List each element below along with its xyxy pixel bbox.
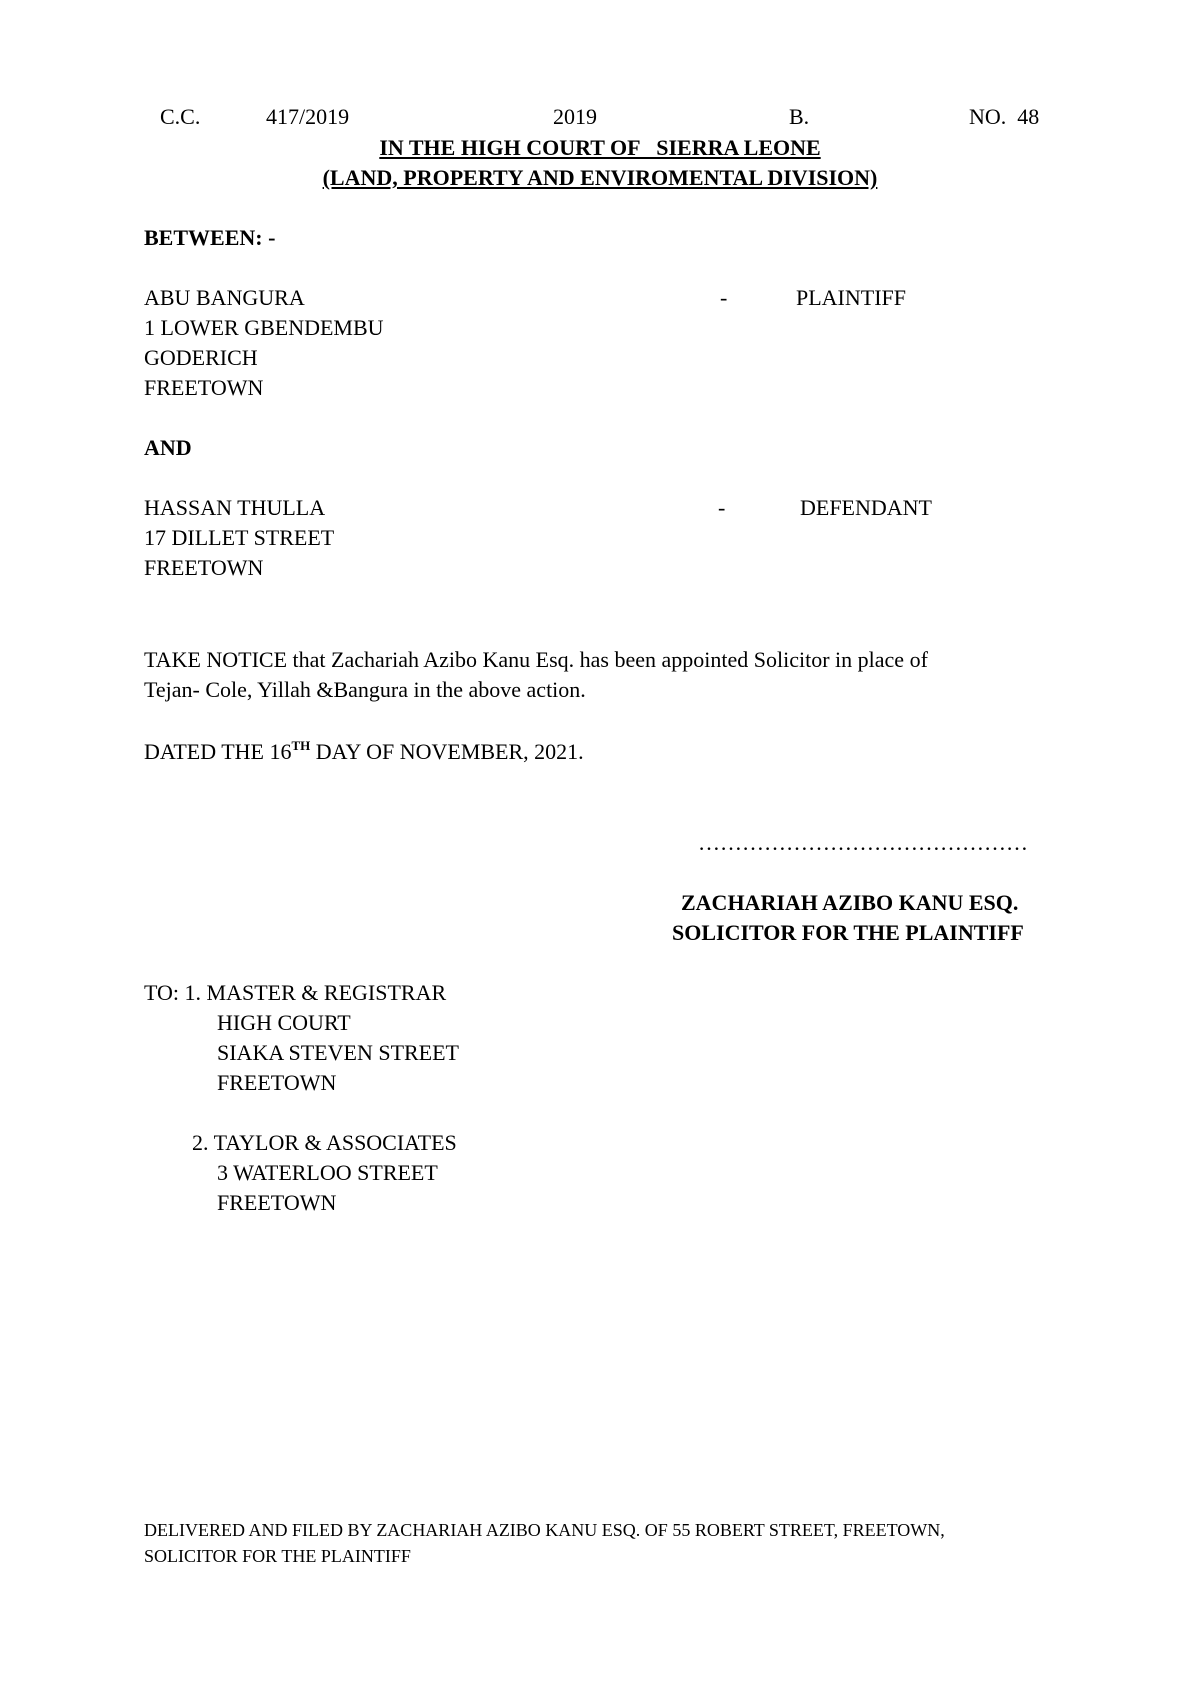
signature-dots: ……………………………………… [698, 830, 1028, 855]
plaintiff-address-line: FREETOWN [144, 375, 264, 400]
plaintiff-role: PLAINTIFF [796, 285, 907, 310]
case-number: 417/2019 [266, 104, 350, 129]
case-no: NO. 48 [969, 104, 1040, 129]
recipient-line: FREETOWN [217, 1070, 337, 1095]
defendant-address-line: FREETOWN [144, 555, 264, 580]
plaintiff-name: ABU BANGURA [144, 285, 305, 310]
court-division: (LAND, PROPERTY AND ENVIROMENTAL DIVISION) [322, 165, 878, 190]
defendant-role: DEFENDANT [800, 495, 932, 520]
case-cc: C.C. [160, 104, 201, 129]
recipient-line: HIGH COURT [217, 1010, 351, 1035]
recipient-line: 3 WATERLOO STREET [217, 1160, 438, 1185]
case-letter: B. [789, 104, 810, 129]
plaintiff-address-line: GODERICH [144, 345, 258, 370]
dated-superscript: TH [291, 738, 311, 753]
recipient-line: MASTER & REGISTRAR [206, 980, 447, 1005]
dated-line [144, 737, 584, 767]
defendant-dash: - [718, 495, 726, 520]
notice-line-1: TAKE NOTICE that Zachariah Azibo Kanu Esq. has been appointed Solicitor in place of [144, 647, 928, 672]
plaintiff-dash: - [720, 285, 728, 310]
dated-suffix: DAY OF NOVEMBER, 2021. [310, 739, 584, 764]
recipient-number: 1. [184, 980, 207, 1005]
recipient-line: TAYLOR & ASSOCIATES [213, 1130, 457, 1155]
case-year: 2019 [553, 104, 597, 129]
recipient-2-first-line [192, 1128, 457, 1158]
footer-line-2: SOLICITOR FOR THE PLAINTIFF [144, 1546, 411, 1566]
plaintiff-address-line: 1 LOWER GBENDEMBU [144, 315, 384, 340]
court-title: IN THE HIGH COURT OF SIERRA LEONE [379, 135, 821, 160]
signature-name: ZACHARIAH AZIBO KANU ESQ. [681, 890, 1019, 915]
recipient-line: FREETOWN [217, 1190, 337, 1215]
defendant-name: HASSAN THULLA [144, 495, 326, 520]
notice-line-2: Tejan- Cole, Yillah &Bangura in the above action. [144, 677, 586, 702]
recipient-1-first-line [144, 978, 446, 1008]
defendant-address-line: 17 DILLET STREET [144, 525, 335, 550]
and-label: AND [144, 435, 192, 460]
dated-prefix: DATED THE 16 [144, 739, 292, 764]
between-label: BETWEEN: - [144, 225, 276, 250]
recipient-line: SIAKA STEVEN STREET [217, 1040, 459, 1065]
footer-line-1: DELIVERED AND FILED BY ZACHARIAH AZIBO KANU ESQ. OF 55 ROBERT STREET, FREETOWN, [144, 1520, 945, 1540]
to-label: TO: [144, 980, 185, 1005]
signature-title: SOLICITOR FOR THE PLAINTIFF [672, 920, 1024, 945]
recipient-number: 2. [192, 1130, 214, 1155]
